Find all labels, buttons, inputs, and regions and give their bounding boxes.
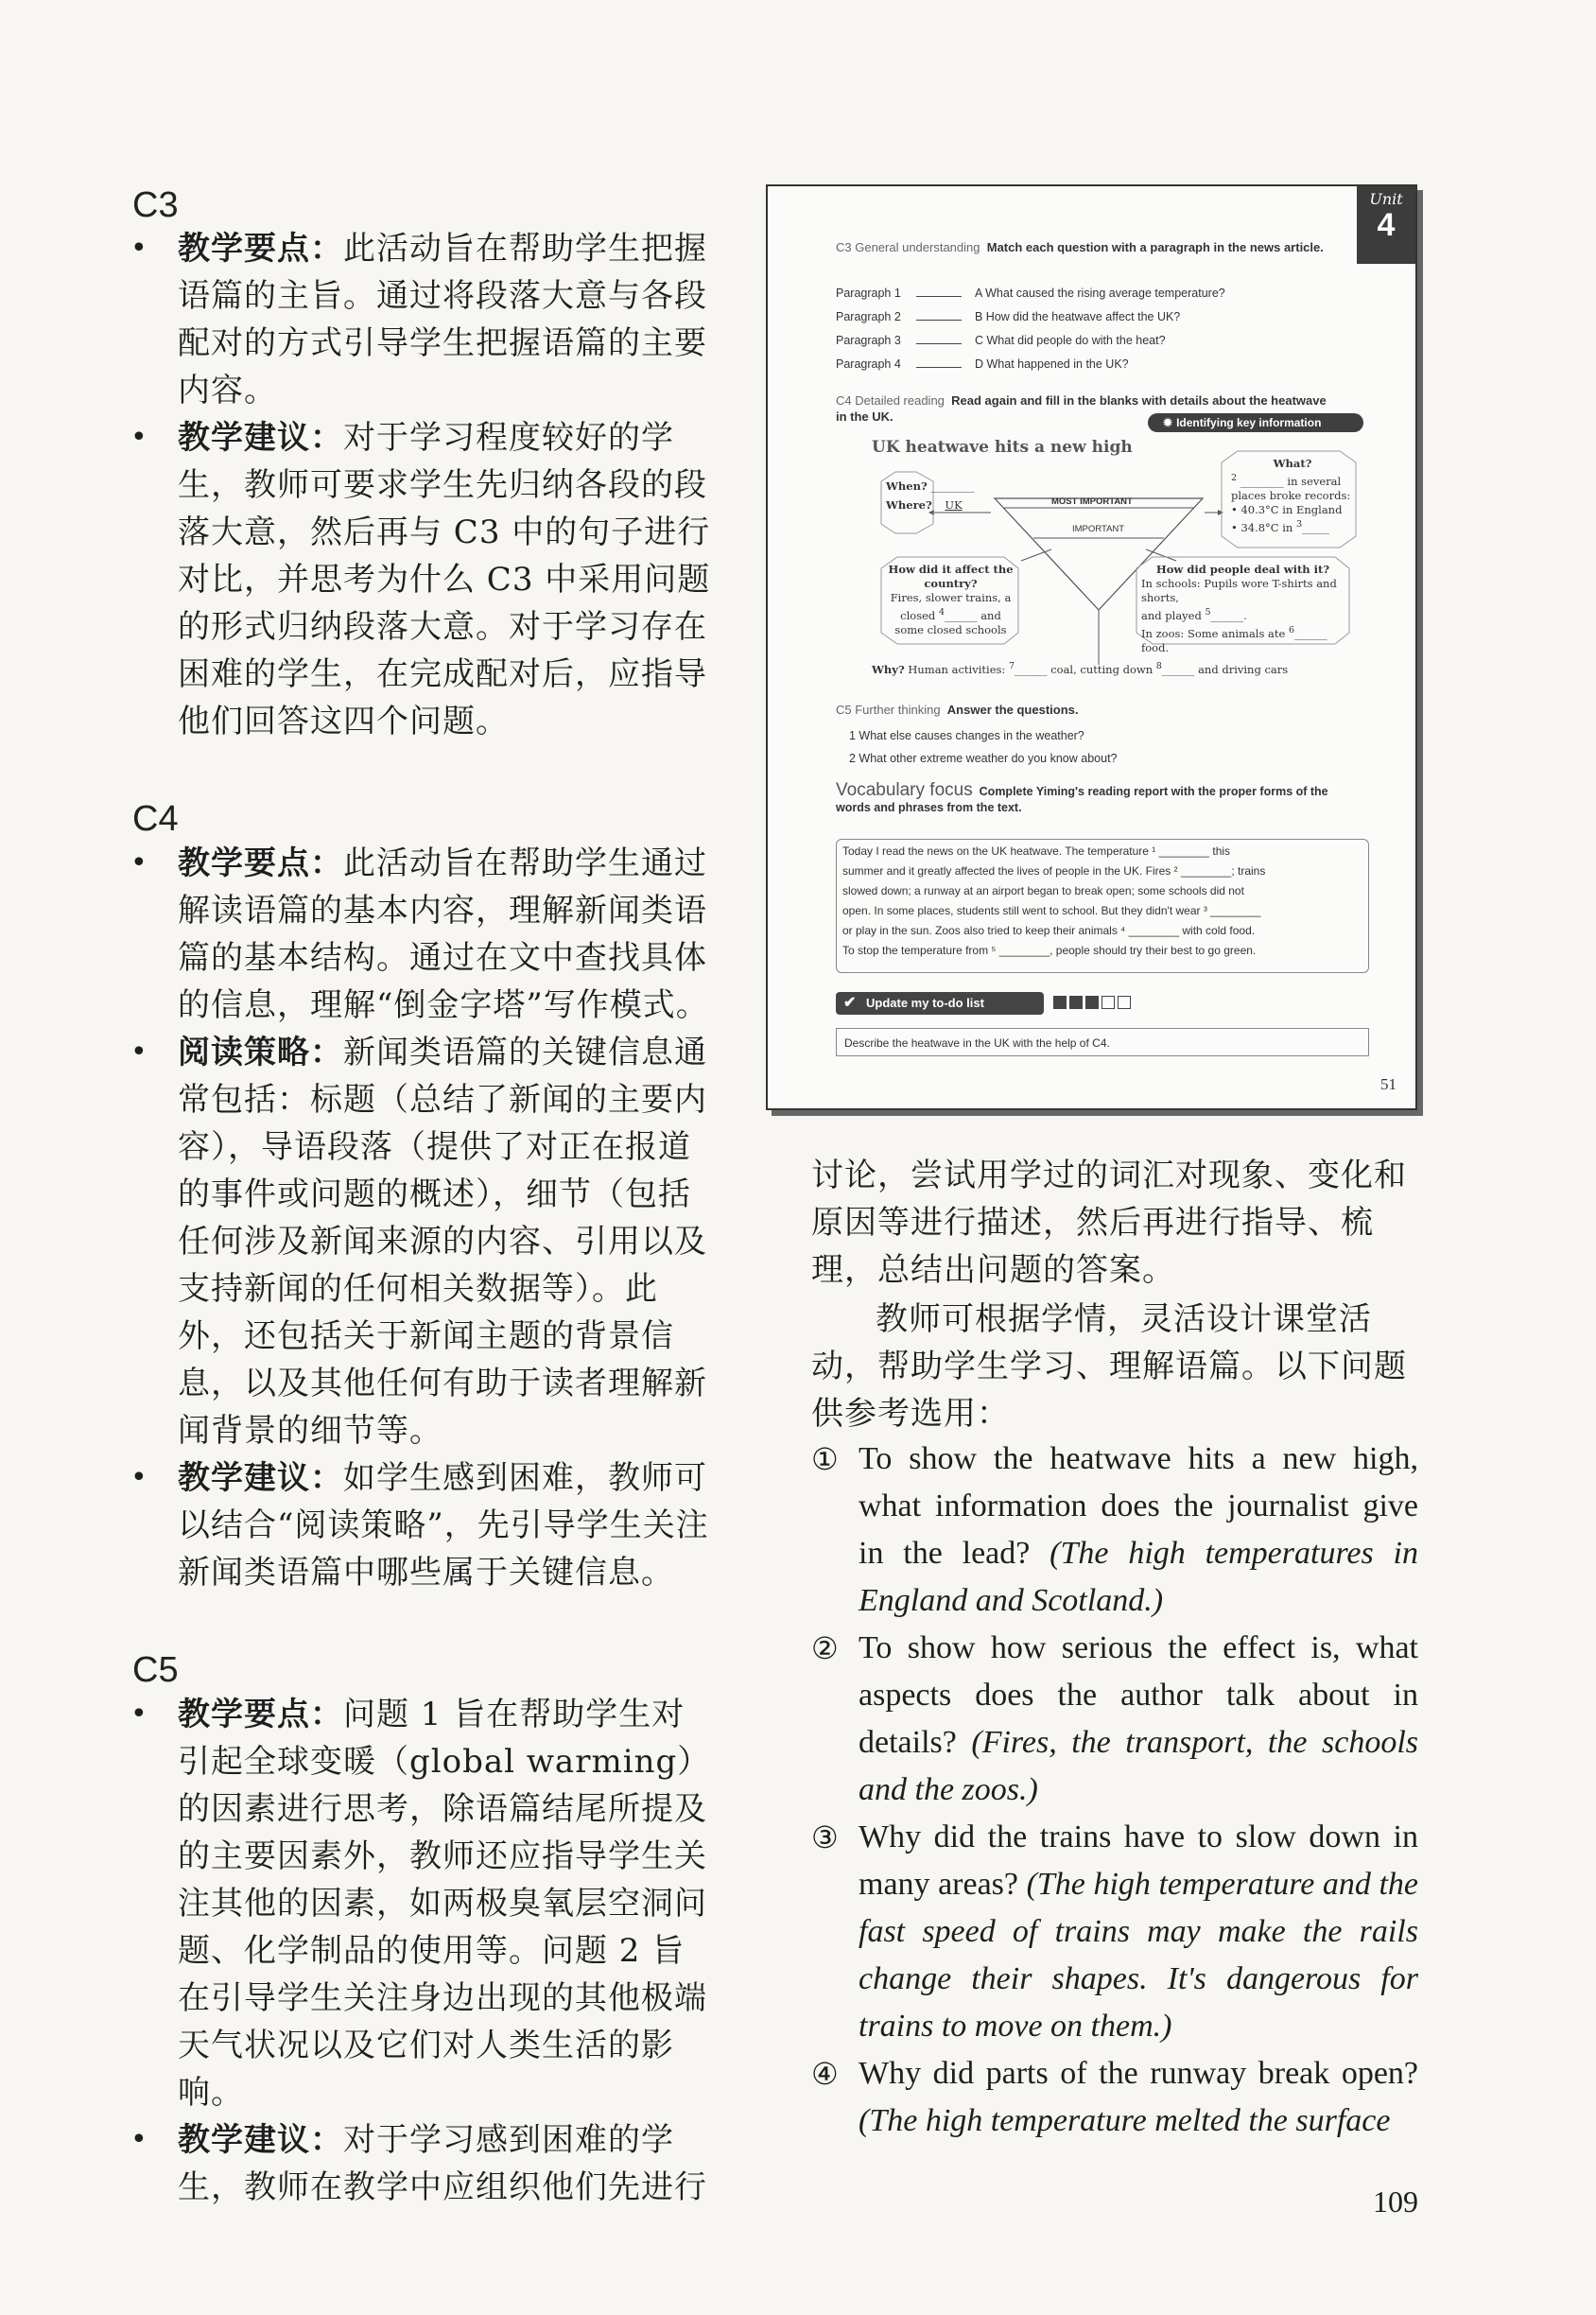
unit-number: 4 (1377, 207, 1396, 243)
item-label: 教学建议： (178, 419, 343, 457)
why-line: Why? Human activities: $^7$______ coal, cutting down $^8$______ and driving cars (872, 661, 1289, 676)
section-heading-c3: C3 (132, 185, 179, 225)
item-text: 新闻类语篇的关键信息通常包括：标题（总结了新闻的主要内容），导语段落（提供了对正在报道的事件或问题的概述），细节（包括任何涉及新闻来源的内容、引用以及支持新闻的任何相关数据等）。此外，还包括关于新闻主题的背景信息，以及其他任何有助于读者理解新闻背景的细节等。 (178, 1034, 707, 1450)
update-todo-button (836, 992, 1044, 1015)
item-text: 此活动旨在帮助学生通过解读语篇的基本内容，理解新闻类语篇的基本结构。通过在文中查找具体的信息，理解“倒金字塔”写作模式。 (178, 844, 709, 1024)
progress-squares (1053, 996, 1131, 1014)
list-item: • 教学要点：此活动旨在帮助学生把握语篇的主旨。通过将段落大意与各段配对的方式引导学生把握语篇的主要内容。 (130, 230, 707, 409)
c4-list (130, 840, 717, 1596)
c3-instr: Match each question with a paragraph in the news article. (986, 240, 1324, 254)
question-text: B How did the heatwave affect the UK? (975, 310, 1181, 323)
item-label: 教学要点： (178, 1696, 343, 1733)
item-text: 如学生感到困难，教师可以结合“阅读策略”，先引导学生关注新闻类语篇中哪些属于关键信息。 (178, 1459, 709, 1592)
progress-square-filled (1053, 996, 1067, 1009)
list-item: • 阅读策略：新闻类语篇的关键信息通常包括：标题（总结了新闻的主要内容），导语段落（提供了对正在报道的事件或问题的概述），细节（包括任何涉及新闻来源的内容、引用以及支持新闻的任何相关数据等）。此外，还包括关于新闻主题的背景信息，以及其他任何有助于读者理解新闻背景的细节等。 (130, 1034, 707, 1450)
item-label: 教学要点： (178, 230, 343, 268)
section-heading-c5: C5 (132, 1650, 179, 1690)
question-text: To show how serious the effect is, what aspects does the author talk about in details? (859, 1630, 1418, 1760)
progress-square-empty (1118, 996, 1131, 1009)
progress-square-empty (1102, 996, 1115, 1009)
c3-label: C3 General understanding (836, 240, 980, 254)
question-number: ③ (811, 1819, 839, 1855)
item-label: 教学建议： (178, 2121, 343, 2159)
badge-label: Identifying key information (1176, 416, 1322, 429)
discussion-paragraph: 讨论，尝试用学过的词汇对现象、变化和原因等进行描述，然后再进行指导、梳理，总结出问题的答案。 (811, 1157, 1407, 1289)
check-icon: ✔ (843, 995, 857, 1011)
question-number: ④ (811, 2056, 839, 2092)
question-text: Why did the trains have to slow down in many areas? (859, 1819, 1418, 1902)
list-item (811, 1814, 1418, 2050)
item-text: 问题 1 旨在帮助学生对引起全球变暖（global warming）的因素进行思考，除语篇结尾所提及的主要因素外，教师还应指导学生关注其他的因素，如两极臭氧层空洞问题、化学制品的使用等。问题 2 旨在引导学生关注身边出现的其他极端天气状况以及它们对人类生活的影响。 (178, 1696, 711, 2112)
question-text: C What did people do with the heat? (975, 334, 1166, 347)
item-label: 教学建议： (178, 1459, 343, 1497)
question-text: Why did parts of the runway break open? (859, 2056, 1418, 2091)
textbook-page-number: 51 (1380, 1075, 1396, 1093)
vocab-title: Vocabulary focus (836, 780, 973, 800)
item-text: 此活动旨在帮助学生把握语篇的主旨。通过将段落大意与各段配对的方式引导学生把握语篇的主要内容。 (178, 230, 707, 409)
c4-instr: Read again and fill in the blanks with details about the heatwave in the UK. (836, 393, 1327, 424)
answer-text: (Fires, the transport, the schools and the zoos.) (859, 1725, 1418, 1807)
list-item (811, 1625, 1418, 1814)
identifying-key-info-badge: ✹ Identifying key information (1148, 413, 1363, 432)
where-answer: UK (945, 498, 963, 512)
report-line: open. In some places, students still went to school. But they didn't wear ³ ________ (842, 904, 1261, 917)
list-item: • 教学建议：如学生感到困难，教师可以结合“阅读策略”，先引导学生关注新闻类语篇中哪些属于关键信息。 (130, 1459, 709, 1592)
what-content: What? $^2$ ________ in several places broke records: • 40.3°C in England • 34.8°C in $^3$_____ (1231, 457, 1351, 534)
list-item: • 教学建议：对于学习程度较好的学生，教师可要求学生先归纳各段的段落大意，然后再与 C3 中的句子进行对比，并思考为什么 C3 中采用问题的形式归纳段落大意。对于学习存在困难的学生，在完成配对后，应指导他们回答这四个问题。 (130, 419, 711, 740)
important-label: IMPORTANT (1072, 524, 1125, 534)
answer-text: (The high temperature and the fast speed of trains may make the rails change their shapes. It's dangerous for trains to move on them.) (859, 1867, 1419, 2044)
affect-content: How did it affect the country? Fires, slower trains, a closed $^4$______ and some closed schools (888, 563, 1014, 636)
list-item: • 教学要点：此活动旨在帮助学生通过解读语篇的基本内容，理解新闻类语篇的基本结构。通过在文中查找具体的信息，理解“倒金字塔”写作模式。 (130, 844, 709, 1024)
item-label: 阅读策略： (178, 1034, 343, 1071)
item-text: 对于学习程度较好的学生，教师可要求学生先归纳各段的段落大意，然后再与 C3 中的句子进行对比，并思考为什么 C3 中采用问题的形式归纳段落大意。对于学习存在困难的学生，在完成配对后，应指导他们回答这四个问题。 (178, 419, 711, 740)
c5-question-1: 1 What else causes changes in the weather? (849, 729, 1084, 742)
report-line: To stop the temperature from ⁵ ________, people should try their best to go green. (842, 944, 1257, 957)
paragraph-label: Paragraph 1 (836, 287, 901, 300)
report-line: Today I read the news on the UK heatwave. The temperature ¹ ________ this (842, 844, 1231, 858)
vocab-instr: Complete Yiming's reading report with the proper forms of the words and phrases from the text. (836, 785, 1328, 814)
intro-paragraph: 教师可根据学情，灵活设计课堂活动，帮助学生学习、理解语篇。以下问题供参考选用： (811, 1300, 1407, 1433)
question-text: To show the heatwave hits a new high, what information does the journalist give in the lead? (859, 1441, 1418, 1571)
report-line: or play in the sun. Zoos also tried to keep their animals ⁴ ________ with cold food. (842, 924, 1256, 937)
list-item (811, 1436, 1418, 1625)
deal-content: How did people deal with it? In schools: Pupils wore T-shirts and shorts, and played $^5$______. In zoos: Some animals ate $^6$______ food. (1141, 563, 1337, 654)
c5-question-2: 2 What other extreme weather do you know about? (849, 752, 1118, 765)
diagram-title: UK heatwave hits a new high (872, 438, 1133, 457)
reading-report-box (836, 839, 1369, 973)
paragraph-label: Paragraph 2 (836, 310, 901, 323)
list-item: • 教学要点：问题 1 旨在帮助学生对引起全球变暖（global warming）的因素进行思考，除语篇结尾所提及的主要因素外，教师还应指导学生关注其他的因素，如两极臭氧层空洞问题、化学制品的使用等。问题 2 旨在引导学生关注身边出现的其他极端天气状况以及它们对人类生活的影响。 (130, 1696, 711, 2112)
question-text: A What caused the rising average temperature? (975, 287, 1225, 300)
list-item: • 教学建议：对于学习感到困难的学生，教师在教学中应组织他们先进行 (130, 2121, 707, 2206)
c5-list (130, 1691, 717, 2211)
unit-word: Unit (1369, 190, 1403, 208)
item-label: 教学要点： (178, 844, 343, 882)
textbook-page-image (766, 184, 1417, 1110)
answer-text: (The high temperatures in England and Scotland.) (859, 1536, 1418, 1618)
answer-text: (The high temperature melted the surface (859, 2103, 1391, 2138)
c4-label: C4 Detailed reading (836, 393, 945, 408)
todo-label: Update my to-do list (866, 996, 984, 1010)
section-heading-c4: C4 (132, 799, 179, 839)
most-important-label: MOST IMPORTANT (1051, 496, 1133, 507)
page-number: 109 (1373, 2184, 1418, 2219)
progress-square-filled (1069, 996, 1083, 1009)
item-text: 对于学习感到困难的学生，教师在教学中应组织他们先进行 (178, 2121, 707, 2206)
question-number: ① (811, 1441, 839, 1477)
progress-square-filled (1085, 996, 1099, 1009)
c3-list (130, 225, 717, 745)
question-text: D What happened in the UK? (975, 357, 1129, 371)
where-label: Where? UK (886, 498, 972, 513)
report-line: summer and it greatly affected the lives of people in the UK. Fires ² ________; trains (842, 864, 1266, 878)
question-number: ② (811, 1630, 839, 1666)
arrow-head (1218, 510, 1223, 515)
list-item (811, 2050, 1418, 2145)
paragraph-label: Paragraph 3 (836, 334, 901, 347)
paragraph-label: Paragraph 4 (836, 357, 901, 371)
todo-task-box: Describe the heatwave in the UK with the help of C4. (836, 1028, 1369, 1056)
report-line: slowed down; a runway at an airport began to break open; some schools did not (842, 884, 1244, 897)
c5-instruction: C5 Further thinking Answer the questions. (836, 703, 1079, 717)
when-label: When? ________ (886, 479, 975, 493)
vocab-instruction (836, 782, 1365, 816)
question-list (811, 1436, 1418, 2145)
